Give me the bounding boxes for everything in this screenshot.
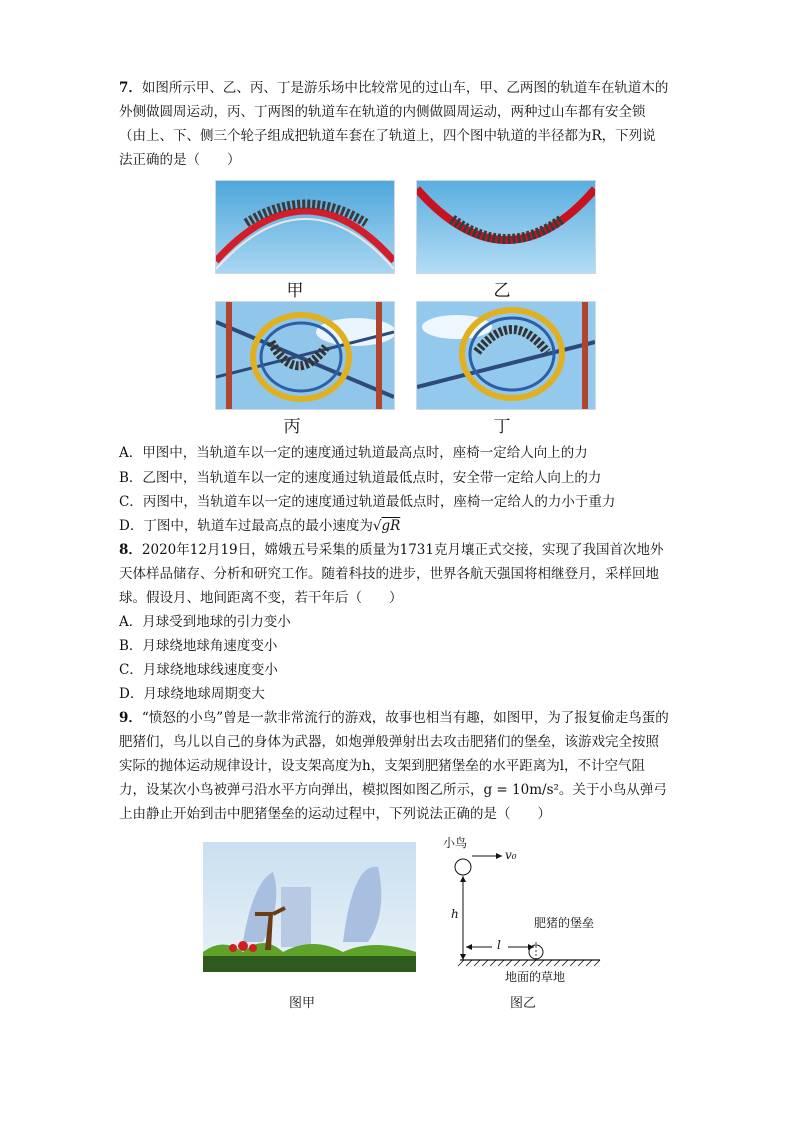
label-bird: 小鸟 bbox=[443, 836, 468, 850]
figure-angry-birds-scene bbox=[203, 842, 416, 972]
q7-option-d-text: D．丁图中，轨道车过最高点的最小速度为 bbox=[119, 518, 373, 534]
q8-option-b: B．月球绕地球角速度变小 bbox=[119, 638, 278, 654]
label-v0: v₀ bbox=[505, 848, 517, 862]
caption-jia: 甲 bbox=[286, 281, 304, 301]
q7-option-d-formula: gR bbox=[381, 518, 401, 534]
caption-yi: 乙 bbox=[493, 281, 511, 301]
q7-stem-2: 外侧做圆周运动，丙、丁两图的轨道车在轨道的内侧做圆周运动，两种过山车都有安全锁 bbox=[119, 104, 646, 120]
q8-stem-1: 2020年12月19日，嫦娥五号采集的质量为1731克月壤正式交接，实现了我国首次地外 bbox=[141, 542, 664, 558]
q7-option-d-radical: √ bbox=[372, 518, 382, 534]
q7-stem-1: 如图所示甲、乙、丙、丁是游乐场中比较常见的过山车，甲、乙两图的轨道车在轨道木的 bbox=[141, 80, 669, 96]
label-l: l bbox=[497, 938, 501, 952]
q9-stem-1: “愤怒的小鸟”曾是一款非常流行的游戏，故事也相当有趣，如图甲，为了报复偷走鸟蛋的 bbox=[141, 710, 669, 726]
q8-number: 8． bbox=[119, 542, 142, 558]
caption-ding: 丁 bbox=[493, 417, 511, 437]
label-h: h bbox=[451, 907, 459, 921]
photo-bing-loop bbox=[215, 301, 395, 410]
fig-caption-jia: 图甲 bbox=[289, 996, 316, 1011]
q9-stem-2: 肥猪们，鸟儿以自己的身体为武器，如炮弹般弹射出去攻击肥猪们的堡垒，该游戏完全按照 bbox=[119, 734, 659, 750]
q8-line-1 bbox=[119, 540, 663, 560]
q7-option-b: B．乙图中，当轨道车以一定的速度通过轨道最低点时，安全带一定给人向上的力 bbox=[119, 470, 602, 486]
q8-stem-3: 球。假设月、地间距离不变，若干年后（ ） bbox=[119, 590, 403, 606]
label-ground: 地面的草地 bbox=[505, 970, 566, 984]
q7-option-a: A．甲图中，当轨道车以一定的速度通过轨道最高点时，座椅一定给人向上的力 bbox=[119, 445, 588, 461]
q9-line-1 bbox=[119, 708, 669, 728]
q7-line-1 bbox=[119, 78, 668, 98]
fig-caption-yi: 图乙 bbox=[510, 996, 537, 1011]
caption-bing: 丙 bbox=[283, 417, 301, 437]
photo-yi-coaster bbox=[416, 180, 596, 274]
label-fort: 肥猪的堡垒 bbox=[534, 916, 595, 930]
q7-stem-4: 法正确的是（ ） bbox=[119, 152, 241, 168]
q8-option-a: A．月球受到地球的引力变小 bbox=[119, 614, 291, 630]
q7-number: 7． bbox=[119, 80, 142, 96]
figure-projectile-diagram bbox=[430, 832, 610, 982]
q9-stem-5: 上由静止开始到击中肥猪堡垒的运动过程中，下列说法正确的是（ ） bbox=[119, 806, 551, 822]
q8-option-d: D．月球绕地球周期变大 bbox=[119, 686, 265, 702]
q8-option-c: C．月球绕地球线速度变小 bbox=[119, 662, 278, 678]
q9-stem-4: 力，设某次小鸟被弹弓沿水平方向弹出，模拟图如图乙所示，g = 10m/s²。关于小鸟从弹弓 bbox=[119, 782, 667, 798]
q9-number: 9． bbox=[119, 710, 142, 726]
q7-stem-3: （由上、下、侧三个轮子组成把轨道车套在了轨道上，四个图中轨道的半径都为R，下列说 bbox=[119, 128, 656, 144]
photo-jia-coaster bbox=[215, 180, 395, 274]
photo-ding-loop bbox=[416, 301, 596, 410]
q7-option-c: C．丙图中，当轨道车以一定的速度通过轨道最低点时，座椅一定给人的力小于重力 bbox=[119, 494, 616, 510]
q7-option-d bbox=[119, 516, 400, 536]
q8-stem-2: 天体样品储存、分析和研究工作。随着科技的进步，世界各航天强国将相继登月，采样回地 bbox=[119, 566, 659, 582]
q9-stem-3: 实际的抛体运动规律设计，设支架高度为h，支架到肥猪堡垒的水平距离为l，不计空气阻 bbox=[119, 758, 646, 774]
